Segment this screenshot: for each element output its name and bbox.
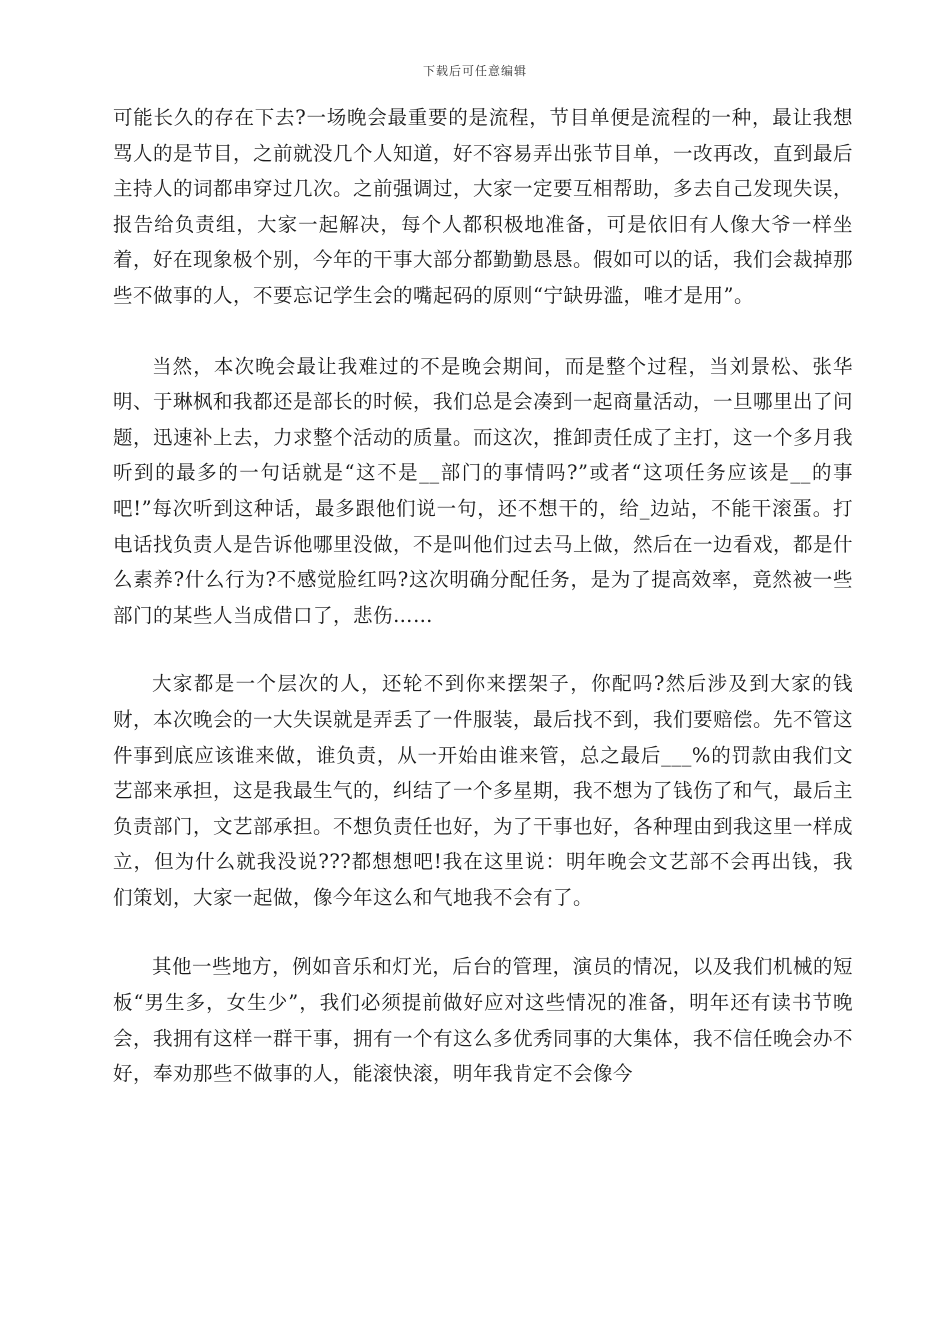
- paragraph-2: 当然，本次晚会最让我难过的不是晚会期间，而是整个过程，当刘景松、张华明、于琳枫和我都还是部长的时候，我们总是会凑到一起商量活动，一旦哪里出了问题，迅速补上去，力求整个活动的质量。而这次，推卸责任成了主打，这一个多月我听到的最多的一句话就是“这不是__部门的事情吗?”或者“这项任务应该是__的事吧!”每次听到这种话，最多跟他们说一句，还不想干的，给_边站，不能干滚蛋。打电话找负责人是告诉他哪里没做，不是叫他们过去马上做，然后在一边看戏，都是什么素养?什么行为?不感觉脸红吗?这次明确分配任务，是为了提高效率，竟然被一些部门的某些人当成借口了，悲伤……: [113, 354, 854, 627]
- page-header-note: 下载后可任意编辑: [422, 64, 527, 78]
- paragraph-4: 其他一些地方，例如音乐和灯光，后台的管理，演员的情况，以及我们机械的短板“男生多，女生少”，我们必须提前做好应对这些情况的准备，明年还有读书节晚会，我拥有这样一群干事，拥有一个有这么多优秀同事的大集体，我不信任晚会办不好，奉劝那些不做事的人，能滚快滚，明年我肯定不会像今: [113, 955, 854, 1086]
- paragraph-1: 可能长久的存在下去?一场晚会最重要的是流程，节目单便是流程的一种，最让我想骂人的是节目，之前就没几个人知道，好不容易弄出张节目单，一改再改，直到最后主持人的词都串穿过几次。之前强调过，大家一定要互相帮助，多去自己发现失误，报告给负责组，大家一起解决，每个人都积极地准备，可是依旧有人像大爷一样坐着，好在现象极个别，今年的干事大部分都勤勤恳恳。假如可以的话，我们会裁掉那些不做事的人，不要忘记学生会的嘴起码的原则“宁缺毋滥，唯才是用”。: [113, 106, 854, 307]
- document-body: [113, 100, 853, 1092]
- paragraph-3: 大家都是一个层次的人，还轮不到你来摆架子，你配吗?然后涉及到大家的钱财，本次晚会的一大失误就是弄丢了一件服装，最后找不到，我们要赔偿。先不管这件事到底应该谁来做，谁负责，从一开始由谁来管，总之最后___%的罚款由我们文艺部来承担，这是我最生气的，纠结了一个多星期，我不想为了钱伤了和气，最后主负责部门，文艺部承担。不想负责任也好，为了干事也好，各种理由到我这里一样成立，但为什么就我没说???都想想吧!我在这里说：明年晚会文艺部不会再出钱，我们策划，大家一起做，像今年这么和气地我不会有了。: [113, 672, 854, 909]
